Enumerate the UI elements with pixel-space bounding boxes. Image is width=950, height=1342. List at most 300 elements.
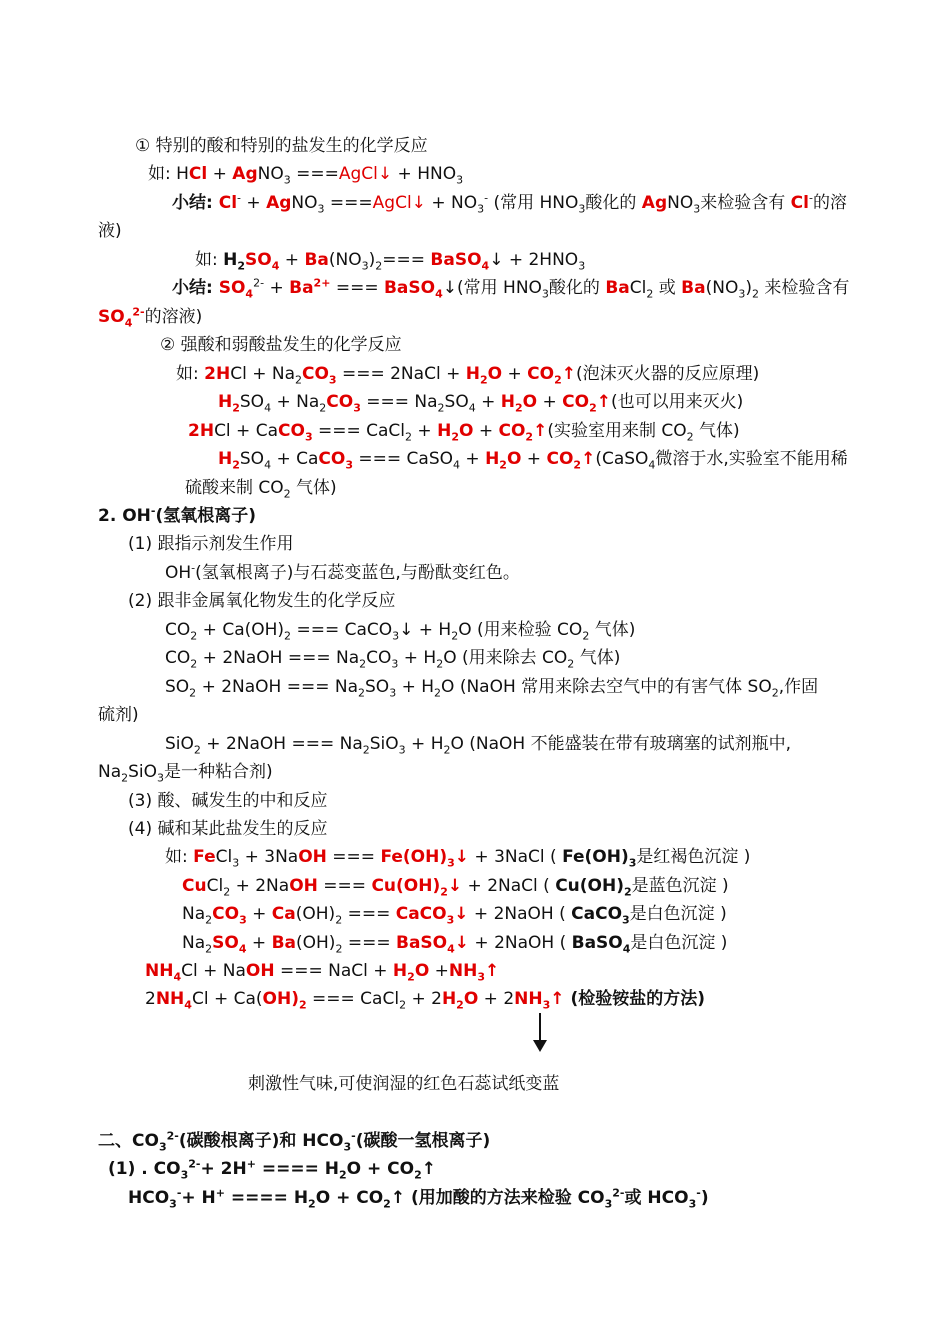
text-line: [182, 932, 727, 954]
text-segment: (1) 跟指示剂发生作用: [128, 534, 294, 554]
text-segment: + HNO: [392, 164, 457, 184]
text-segment: +: [473, 421, 499, 441]
text-segment: O (NaOH 不能盛装在带有玻璃塞的试剂瓶中,: [450, 734, 792, 754]
text-segment: 2: [335, 913, 343, 927]
text-segment: 3: [328, 373, 337, 387]
text-segment: ===: [330, 278, 384, 298]
text-segment: ② 强酸和弱酸盐发生的化学反应: [160, 335, 402, 355]
text-segment: 2+: [313, 276, 331, 290]
text-segment: ↓: [447, 876, 463, 896]
text-segment: + 2NaOH === Na: [197, 648, 360, 668]
text-segment: (实验室用来制 CO: [547, 421, 687, 441]
text-segment: +: [279, 250, 305, 270]
text-segment: (3) 酸、碱发生的中和反应: [128, 791, 328, 811]
text-segment: 酸化的: [585, 193, 642, 213]
text-segment: 3: [578, 259, 586, 273]
text-segment: 3: [604, 1197, 613, 1211]
text-segment: 是白色沉淀 ): [629, 904, 727, 924]
text-segment: ↑: [421, 1159, 436, 1179]
text-segment: (检验铵盐的方法): [564, 989, 705, 1009]
text-segment: 2: [294, 373, 302, 387]
text-segment: +: [460, 449, 486, 469]
text-segment: 3: [345, 458, 353, 472]
text-segment: 2: [686, 430, 694, 444]
text-segment: 3: [628, 856, 637, 870]
text-segment: 2: [623, 885, 632, 899]
text-segment: OH: [245, 961, 275, 981]
text-segment: ==== H: [225, 1188, 309, 1208]
text-segment: 3: [456, 173, 464, 187]
text-segment: OH: [289, 876, 318, 896]
text-segment: SO: [444, 392, 469, 412]
text-segment: 3: [392, 629, 400, 643]
text-segment: 2: [567, 657, 575, 671]
text-segment: 2: [554, 373, 562, 387]
text-line: [165, 562, 520, 584]
text-segment: 4: [271, 259, 280, 273]
text-segment: 2: [646, 287, 654, 301]
text-segment: (碳酸一氢根离子): [355, 1131, 491, 1151]
text-segment: NH: [155, 989, 185, 1009]
text-line: [128, 818, 327, 840]
text-segment: + H: [181, 1188, 216, 1208]
text-segment: +: [475, 392, 501, 412]
text-segment: CO: [562, 392, 590, 412]
text-segment: Ba: [304, 250, 329, 270]
text-segment: 气体): [290, 478, 337, 498]
text-segment: O (用来除去 CO: [443, 648, 568, 668]
text-segment: 2: [232, 458, 240, 472]
text-segment: 4: [435, 287, 443, 301]
text-segment: +: [521, 449, 547, 469]
text-line: [248, 1073, 559, 1095]
text-segment: 气体): [693, 421, 740, 441]
text-segment: CO: [318, 449, 346, 469]
text-segment: (也可以用来灭火): [611, 392, 744, 412]
text-segment: ↓: [454, 904, 469, 924]
text-segment: ↑: [581, 449, 596, 469]
text-segment: + Na: [271, 392, 320, 412]
text-segment: CO: [165, 648, 191, 668]
text-segment: OH): [262, 989, 299, 1009]
text-segment: +: [215, 1186, 225, 1200]
text-line: [165, 619, 635, 641]
text-segment: 2: [436, 657, 444, 671]
text-segment: 2: [362, 743, 370, 757]
text-segment: 4: [238, 942, 247, 956]
text-line: [98, 1130, 490, 1152]
text-segment: Na: [98, 762, 122, 782]
text-segment: OH: [165, 563, 192, 583]
text-segment: ↑: [561, 364, 576, 384]
text-segment: 3: [391, 657, 399, 671]
text-segment: 3: [283, 173, 291, 187]
text-line: [128, 1187, 709, 1209]
text-segment: 微溶于水,实验室不能用稀: [655, 449, 848, 469]
text-segment: (NO: [328, 250, 362, 270]
text-segment: + 2: [406, 989, 442, 1009]
text-segment: === CaSO: [353, 449, 453, 469]
text-segment: CO: [278, 421, 305, 441]
down-arrow-icon: [539, 1013, 541, 1041]
text-segment: -: [150, 504, 156, 518]
text-segment: 2: [145, 989, 156, 1009]
text-segment: (氢氧根离子)与石蕊变蓝色,与酚酞变红色。: [195, 563, 520, 583]
text-segment: 3: [157, 771, 165, 785]
text-segment: SiO: [369, 734, 399, 754]
text-segment: === Na: [360, 392, 438, 412]
text-segment: 2: [298, 998, 307, 1012]
text-segment: CO: [527, 364, 555, 384]
text-segment: CaCO: [395, 904, 447, 924]
text-segment: 2: [515, 401, 523, 415]
text-segment: SO: [239, 449, 265, 469]
text-segment: + 2: [478, 989, 515, 1009]
text-segment: 硫酸来制 CO: [185, 478, 284, 498]
text-line: [148, 163, 463, 185]
text-segment: Cl: [790, 193, 809, 213]
text-segment: 刺激性气味,可使润湿的红色石蕊试纸变蓝: [248, 1074, 560, 1094]
text-segment: 2: [232, 401, 240, 415]
text-segment: 4: [124, 316, 133, 330]
text-line: [172, 192, 847, 214]
text-segment: Cl: [188, 164, 208, 184]
text-segment: 的溶液): [144, 307, 203, 327]
text-segment: + 3Na: [239, 847, 299, 867]
text-segment: Cl: [206, 876, 224, 896]
text-segment: 2: [589, 401, 597, 415]
text-segment: 是一种粘合剂): [164, 762, 273, 782]
text-segment: +: [264, 278, 290, 298]
text-segment: 2: [190, 629, 198, 643]
text-segment: O: [487, 364, 503, 384]
text-segment: 3: [158, 1140, 167, 1154]
text-segment: Fe(OH): [380, 847, 448, 867]
text-segment: (NO: [705, 278, 739, 298]
text-segment: === 2NaCl +: [336, 364, 466, 384]
text-segment: H: [218, 392, 233, 412]
text-segment: ↑: [596, 392, 612, 412]
text-segment: SO: [165, 677, 190, 697]
text-segment: === NaCl +: [274, 961, 393, 981]
text-line: [145, 988, 705, 1010]
text-line: [176, 363, 759, 385]
text-segment: Ba: [289, 278, 314, 298]
text-segment: 4: [245, 287, 254, 301]
text-segment: 4: [453, 458, 460, 472]
text-segment: 2: [405, 430, 413, 444]
text-segment: NO: [667, 193, 694, 213]
text-segment: 如: H: [148, 164, 189, 184]
text-segment: + 2NaOH === Na: [196, 677, 359, 697]
text-segment: Cu(OH): [371, 876, 441, 896]
text-segment: 小结:: [172, 278, 219, 298]
text-segment: OH: [298, 847, 327, 867]
text-segment: O + CO: [346, 1159, 415, 1179]
text-segment: + 2NaOH === Na: [200, 734, 363, 754]
text-segment: 2: [308, 1197, 316, 1211]
text-segment: CaCO: [571, 904, 623, 924]
text-segment: 2H: [204, 364, 231, 384]
text-line: [172, 277, 849, 299]
text-segment: + H: [405, 734, 444, 754]
text-segment: ==== H: [255, 1159, 339, 1179]
text-segment: 2: [399, 998, 407, 1012]
text-segment: 如:: [165, 847, 194, 867]
text-segment: 2: [383, 1197, 391, 1211]
text-segment: (常用 HNO: [488, 193, 579, 213]
text-segment: Cl + Ca(: [191, 989, 263, 1009]
text-segment: Ba: [271, 933, 296, 953]
text-segment: Cl: [218, 193, 238, 213]
text-segment: 4: [447, 942, 455, 956]
text-segment: 2: [407, 970, 415, 984]
text-segment: 来检验含有: [700, 193, 791, 213]
text-segment: ↓: [454, 847, 470, 867]
text-segment: H: [465, 364, 480, 384]
text-segment: Fe: [193, 847, 216, 867]
text-segment: 如:: [195, 250, 224, 270]
text-segment: (2) 跟非金属氧化物发生的化学反应: [128, 591, 396, 611]
text-line: [160, 334, 402, 356]
text-segment: 2-: [166, 1129, 179, 1143]
text-segment: 2: [414, 1168, 422, 1182]
text-segment: NO: [257, 164, 284, 184]
text-segment: ===: [342, 904, 396, 924]
text-segment: 4: [481, 259, 490, 273]
text-line: [188, 420, 740, 442]
text-segment: NH: [514, 989, 543, 1009]
text-segment: O: [414, 961, 430, 981]
text-segment: 3: [738, 287, 746, 301]
text-segment: 2H: [188, 421, 215, 441]
text-segment: ↑: [533, 421, 548, 441]
text-segment: H: [500, 392, 515, 412]
text-segment: Cl: [629, 278, 647, 298]
text-segment: 气体): [574, 648, 621, 668]
text-segment: 2: [451, 629, 459, 643]
text-segment: SiO: [165, 734, 194, 754]
text-segment: ,作固: [778, 677, 819, 697]
text-segment: -: [237, 191, 242, 205]
text-segment: ): [700, 1188, 709, 1208]
text-segment: 2: [358, 686, 366, 700]
text-segment: (CaSO: [595, 449, 649, 469]
text-segment: 2: [190, 657, 198, 671]
text-segment: H: [437, 421, 452, 441]
text-segment: 2-: [612, 1186, 625, 1200]
text-segment: 3: [169, 1197, 177, 1211]
text-segment: Cu: [182, 876, 207, 896]
text-segment: 4: [264, 401, 272, 415]
text-segment: + Ca(OH): [197, 620, 285, 640]
text-segment: O: [458, 421, 474, 441]
text-segment: -: [808, 191, 813, 205]
text-segment: ↑: [550, 989, 565, 1009]
text-segment: + NO: [425, 193, 478, 213]
text-segment: ↑ (用加酸的方法来检验 CO: [390, 1188, 605, 1208]
text-segment: NH: [145, 961, 174, 981]
text-segment: Fe(OH): [562, 847, 629, 867]
text-segment: Na: [182, 904, 206, 924]
text-segment: 3: [398, 743, 406, 757]
text-segment: Ag: [641, 193, 668, 213]
text-line: [98, 761, 273, 783]
text-segment: BaSO: [395, 933, 448, 953]
text-segment: 3: [578, 202, 586, 216]
text-segment: 3: [541, 287, 549, 301]
text-segment: ↑: [485, 961, 500, 981]
text-segment: 2. OH: [98, 506, 151, 526]
text-segment: ===: [317, 876, 372, 896]
text-segment: 3: [317, 202, 325, 216]
text-line: [218, 391, 743, 413]
text-line: [98, 220, 122, 242]
text-segment: 酸化的: [548, 278, 606, 298]
text-segment: + 2Na: [230, 876, 290, 896]
text-segment: AgCl↓: [372, 193, 426, 213]
text-segment: 是红褐色沉淀 ): [636, 847, 751, 867]
text-segment: +: [502, 364, 528, 384]
text-segment: SO: [98, 307, 125, 327]
text-segment: 4: [468, 401, 476, 415]
text-line: [98, 306, 202, 328]
text-segment: -: [696, 1186, 701, 1200]
text-segment: 2: [434, 686, 442, 700]
text-segment: AgCl↓: [338, 164, 393, 184]
text-segment: 如:: [176, 364, 205, 384]
text-segment: 3: [542, 998, 551, 1012]
text-segment: 2: [283, 487, 291, 501]
text-segment: ): [745, 278, 752, 298]
text-segment: 2: [582, 629, 590, 643]
text-segment: ===: [326, 847, 381, 867]
text-segment: Ca: [271, 904, 296, 924]
text-segment: Cl + Ca: [214, 421, 278, 441]
text-segment: SO: [239, 392, 265, 412]
text-segment: CO: [498, 421, 526, 441]
text-segment: 二、CO: [98, 1131, 159, 1151]
text-segment: 2: [771, 686, 779, 700]
text-segment: 2: [479, 373, 488, 387]
text-line: [108, 1158, 436, 1180]
text-line: [145, 960, 499, 982]
text-segment: H: [223, 250, 238, 270]
text-segment: 3: [304, 430, 313, 444]
text-segment: 2: [284, 629, 292, 643]
text-segment: BaSO: [571, 933, 623, 953]
text-segment: Cl + Na: [230, 364, 295, 384]
text-segment: 小结:: [172, 193, 219, 213]
text-segment: -: [176, 1186, 182, 1200]
text-segment: +: [246, 933, 272, 953]
text-segment: (1) . CO: [108, 1159, 181, 1179]
text-segment: ===: [324, 193, 373, 213]
text-line: [135, 135, 428, 157]
text-segment: O: [463, 989, 479, 1009]
text-line: [165, 846, 750, 868]
text-segment: Ba: [681, 278, 706, 298]
text-segment: 2: [237, 259, 246, 273]
text-segment: Ag: [266, 193, 292, 213]
text-segment: SO: [365, 677, 390, 697]
text-segment: Ag: [232, 164, 258, 184]
text-segment: 2: [751, 287, 759, 301]
text-segment: Ba: [605, 278, 630, 298]
text-segment: 2-: [132, 305, 145, 319]
text-line: [98, 505, 256, 527]
text-segment: Cl + Na: [181, 961, 246, 981]
text-segment: -: [191, 561, 196, 575]
text-segment: + 2NaCl (: [462, 876, 556, 896]
text-line: [128, 533, 293, 555]
text-segment: 2: [189, 686, 197, 700]
text-segment: Cl: [215, 847, 233, 867]
text-segment: 2: [375, 259, 383, 273]
text-segment: 2: [338, 1168, 347, 1182]
text-segment: (碳酸根离子)和 HCO: [178, 1131, 344, 1151]
text-segment: +: [412, 421, 438, 441]
text-segment: 来检验含有: [758, 278, 850, 298]
text-segment: 硫剂): [98, 705, 139, 725]
text-segment: 2: [573, 458, 582, 472]
text-segment: 3: [389, 686, 397, 700]
text-segment: ↓(常用 HNO: [442, 278, 542, 298]
text-segment: ): [368, 250, 376, 270]
text-segment: + 3NaCl (: [469, 847, 563, 867]
text-segment: 3: [361, 259, 369, 273]
text-segment: ===: [342, 933, 396, 953]
text-segment: + 2NaOH (: [468, 904, 572, 924]
text-segment: 3: [477, 202, 485, 216]
text-segment: 2: [525, 430, 534, 444]
text-segment: CO: [546, 449, 574, 469]
text-segment: 2: [121, 771, 129, 785]
text-line: [182, 903, 727, 925]
text-segment: +: [246, 904, 272, 924]
text-segment: 气体): [589, 620, 636, 640]
text-segment: 3: [622, 913, 630, 927]
text-segment: 4: [648, 458, 656, 472]
text-segment: ↓ + H: [399, 620, 452, 640]
text-segment: O + CO: [315, 1188, 384, 1208]
text-segment: 2: [499, 458, 507, 472]
text-segment: 3: [477, 970, 486, 984]
text-segment: 2: [205, 942, 213, 956]
text-segment: + Ca: [271, 449, 319, 469]
text-segment: (OH): [295, 904, 336, 924]
text-line: [182, 875, 729, 897]
text-line: [128, 790, 327, 812]
text-segment: 3: [688, 1197, 697, 1211]
text-segment: 4: [622, 942, 631, 956]
text-segment: 2: [440, 885, 448, 899]
text-segment: +: [429, 961, 449, 981]
text-segment: 2: [456, 998, 464, 1012]
text-segment: (4) 碱和某此盐发生的反应: [128, 819, 328, 839]
text-line: [128, 590, 395, 612]
text-segment: SO: [218, 278, 246, 298]
down-arrow-head-icon: [533, 1040, 547, 1052]
text-line: [98, 704, 139, 726]
text-segment: 或 HCO: [624, 1188, 689, 1208]
text-segment: BaSO: [430, 250, 482, 270]
text-segment: O: [506, 449, 522, 469]
text-segment: + H: [396, 677, 435, 697]
text-segment: 4: [264, 458, 272, 472]
text-segment: +: [241, 193, 267, 213]
text-segment: (泡沫灭火器的反应原理): [575, 364, 760, 384]
